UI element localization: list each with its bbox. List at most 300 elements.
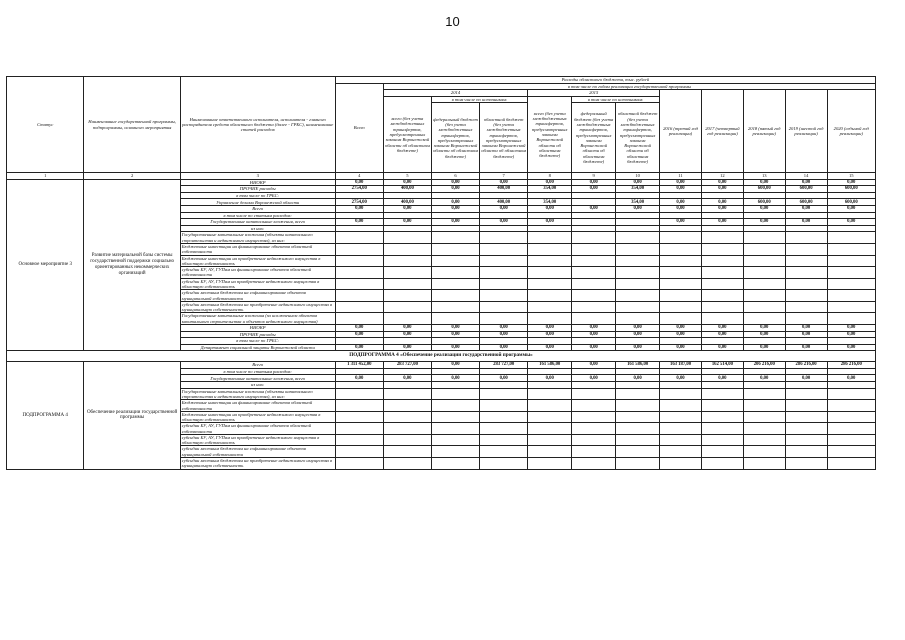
empty-cell: [383, 388, 431, 400]
empty-cell: [616, 458, 660, 470]
empty-cell: [572, 313, 616, 325]
row-label: Государственные капитальные вложения (объекты капитального строительства и недвижимого имущества), из них:: [180, 388, 335, 400]
column-index-cell: 12: [701, 173, 743, 179]
empty-cell: [431, 232, 479, 244]
value-cell: [431, 192, 479, 199]
value-cell: [616, 212, 660, 219]
value-cell: 0,00: [660, 186, 702, 193]
empty-cell: [701, 243, 743, 255]
empty-cell: [431, 458, 479, 470]
value-cell: 0,00: [743, 219, 785, 226]
value-cell: 0,00: [660, 206, 702, 213]
column-index-cell: 7: [480, 173, 528, 179]
row-label: субсидии БУ, АУ, ГУПам на приобретение недвижимого имущества в областную собственность: [180, 434, 335, 446]
row-label: в том числе по статьям расходов:: [180, 368, 335, 375]
empty-cell: [480, 411, 528, 423]
empty-cell: [335, 458, 383, 470]
header-executor: Наименование ответственного исполнителя, исполнителя - главного распорядителя средств областного бюджета (далее - ГРБС), наименование статей расходов: [180, 77, 335, 173]
header-top-title: Расходы областного бюджета, тыс. рублей: [335, 77, 875, 84]
empty-cell: [616, 255, 660, 267]
empty-cell: [480, 446, 528, 458]
value-cell: 0,00: [660, 331, 702, 338]
value-cell: 0,00: [528, 344, 572, 351]
row-label: Департамент социальной защиты Воронежской области: [180, 344, 335, 351]
row-label: субсидии БУ, АУ, ГУПам на финансирование объектов областной собственности: [180, 423, 335, 435]
empty-cell: [335, 400, 383, 412]
row-label: из них:: [180, 225, 335, 232]
value-cell: 161 586,00: [528, 362, 572, 369]
header-status: Статус: [7, 77, 84, 173]
empty-cell: [660, 313, 702, 325]
value-cell: [431, 368, 479, 375]
table-row: [7, 179, 876, 186]
value-cell: [827, 382, 875, 389]
value-cell: 0,00: [827, 344, 875, 351]
value-cell: 0,00: [383, 324, 431, 331]
empty-cell: [383, 458, 431, 470]
value-cell: 0,00: [827, 219, 875, 226]
row-label: НИОКР: [180, 324, 335, 331]
table-row: [7, 362, 876, 369]
value-cell: [572, 368, 616, 375]
value-cell: 0,00: [431, 179, 479, 186]
value-cell: [701, 368, 743, 375]
row-label: Бюджетные инвестиции на финансирование объектов областной собственности: [180, 400, 335, 412]
empty-cell: [431, 290, 479, 302]
empty-cell: [785, 267, 827, 279]
column-index-cell: 6: [431, 173, 479, 179]
value-cell: [660, 225, 702, 232]
value-cell: 0,00: [616, 179, 660, 186]
empty-cell: [785, 423, 827, 435]
value-cell: [480, 225, 528, 232]
value-cell: 0,00: [785, 206, 827, 213]
value-cell: 354,00: [528, 186, 572, 193]
value-cell: [431, 382, 479, 389]
value-cell: [785, 192, 827, 199]
column-index-cell: 14: [785, 173, 827, 179]
value-cell: 0,00: [701, 219, 743, 226]
row-label: в том числе по ГРБС:: [180, 192, 335, 199]
value-cell: 0,00: [785, 179, 827, 186]
header-c6: федеральный бюджет (без учета межбюджетных трансфертов, предусмотренных законом Воронежской области об областном бюджете): [431, 103, 479, 173]
empty-cell: [616, 400, 660, 412]
value-cell: 600,00: [743, 199, 785, 206]
value-cell: 2754,00: [335, 186, 383, 193]
value-cell: 162 514,00: [701, 362, 743, 369]
value-cell: 0,00: [701, 206, 743, 213]
value-cell: 0,00: [616, 331, 660, 338]
program-status: Основное мероприятие 3: [7, 179, 84, 351]
empty-cell: [660, 411, 702, 423]
value-cell: [572, 192, 616, 199]
value-cell: 0,00: [660, 344, 702, 351]
value-cell: [528, 212, 572, 219]
row-label: Государственные капитальные вложения, всего: [180, 219, 335, 226]
empty-cell: [480, 267, 528, 279]
budget-table-sheet: [6, 76, 876, 470]
empty-cell: [616, 290, 660, 302]
empty-cell: [335, 423, 383, 435]
value-cell: 0,00: [785, 344, 827, 351]
empty-cell: [660, 400, 702, 412]
value-cell: 600,00: [827, 199, 875, 206]
empty-cell: [743, 255, 785, 267]
value-cell: [480, 382, 528, 389]
value-cell: 0,00: [431, 344, 479, 351]
column-index-cell: 5: [383, 173, 431, 179]
row-label: субсидии местным бюджетам на софинансирование объектов муниципальной собственности: [180, 446, 335, 458]
empty-cell: [480, 313, 528, 325]
empty-cell: [660, 423, 702, 435]
empty-cell: [701, 458, 743, 470]
header-2016: 2016 (третий год реализации): [660, 90, 702, 173]
value-cell: [785, 382, 827, 389]
value-cell: 283 727,00: [383, 362, 431, 369]
empty-cell: [383, 313, 431, 325]
row-label: субсидии местным бюджетам на софинансирование объектов муниципальной собственности: [180, 290, 335, 302]
empty-cell: [528, 255, 572, 267]
row-label: Всего: [180, 206, 335, 213]
row-label: Бюджетные инвестиции на приобретение недвижимого имущества в областную собственность: [180, 411, 335, 423]
value-cell: 0,00: [743, 206, 785, 213]
value-cell: [480, 212, 528, 219]
header-year-2015: 2015: [528, 90, 660, 97]
value-cell: [528, 368, 572, 375]
column-index-cell: 4: [335, 173, 383, 179]
value-cell: 0,00: [743, 344, 785, 351]
header-2017: 2017 (четвертый год реализации): [701, 90, 743, 173]
value-cell: [827, 192, 875, 199]
empty-cell: [743, 434, 785, 446]
value-cell: 0,00: [431, 324, 479, 331]
row-label: НИОКР: [180, 179, 335, 186]
empty-cell: [383, 423, 431, 435]
value-cell: 0,00: [480, 206, 528, 213]
value-cell: 400,00: [480, 199, 528, 206]
value-cell: [743, 212, 785, 219]
empty-cell: [785, 411, 827, 423]
value-cell: 0,00: [528, 324, 572, 331]
empty-cell: [383, 255, 431, 267]
empty-cell: [743, 458, 785, 470]
empty-cell: [572, 446, 616, 458]
empty-cell: [335, 255, 383, 267]
empty-cell: [743, 313, 785, 325]
empty-cell: [335, 301, 383, 313]
value-cell: [431, 212, 479, 219]
empty-cell: [660, 232, 702, 244]
empty-cell: [785, 446, 827, 458]
value-cell: 0,00: [701, 199, 743, 206]
row-label: ПРОЧИЕ расходы: [180, 331, 335, 338]
empty-cell: [431, 267, 479, 279]
row-label: субсидии БУ, АУ, ГУПам на финансирование объектов областной собственности: [180, 267, 335, 279]
empty-cell: [701, 434, 743, 446]
value-cell: [616, 219, 660, 226]
program-name: Развитие материальной базы системы государственной поддержки социально ориентированных некоммерческих организаций: [84, 179, 180, 351]
empty-cell: [431, 278, 479, 290]
empty-cell: [335, 232, 383, 244]
value-cell: 0,00: [335, 344, 383, 351]
row-label: Государственные капитальные вложения, всего: [180, 375, 335, 382]
value-cell: 0,00: [480, 324, 528, 331]
value-cell: [572, 212, 616, 219]
value-cell: 0,00: [572, 324, 616, 331]
empty-cell: [785, 313, 827, 325]
value-cell: [572, 219, 616, 226]
empty-cell: [616, 446, 660, 458]
column-index-cell: 8: [528, 173, 572, 179]
value-cell: 163 187,00: [660, 362, 702, 369]
empty-cell: [480, 255, 528, 267]
header-name: Наименование государственной программы, подпрограммы, основного мероприятия: [84, 77, 180, 173]
empty-cell: [701, 290, 743, 302]
value-cell: [827, 338, 875, 345]
column-index-cell: 15: [827, 173, 875, 179]
row-label: Бюджетные инвестиции на финансирование объектов областной собственности: [180, 243, 335, 255]
empty-cell: [383, 290, 431, 302]
empty-cell: [616, 388, 660, 400]
empty-cell: [701, 232, 743, 244]
empty-cell: [572, 434, 616, 446]
empty-cell: [383, 301, 431, 313]
value-cell: [528, 225, 572, 232]
empty-cell: [335, 278, 383, 290]
empty-cell: [701, 400, 743, 412]
empty-cell: [383, 446, 431, 458]
empty-cell: [431, 446, 479, 458]
empty-cell: [431, 301, 479, 313]
value-cell: 0,00: [335, 331, 383, 338]
value-cell: 0,00: [572, 331, 616, 338]
empty-cell: [743, 267, 785, 279]
empty-cell: [572, 255, 616, 267]
empty-cell: [335, 243, 383, 255]
section-row: [7, 351, 876, 362]
value-cell: 0,00: [743, 179, 785, 186]
empty-cell: [785, 278, 827, 290]
empty-cell: [528, 446, 572, 458]
value-cell: [701, 192, 743, 199]
empty-cell: [827, 243, 875, 255]
empty-cell: [572, 301, 616, 313]
header-incl-2014: в том числе по источникам:: [431, 96, 527, 103]
empty-cell: [383, 411, 431, 423]
value-cell: 206 216,00: [743, 362, 785, 369]
value-cell: 0,00: [335, 324, 383, 331]
empty-cell: [528, 423, 572, 435]
value-cell: 0,00: [572, 186, 616, 193]
value-cell: 0,00: [335, 179, 383, 186]
empty-cell: [528, 267, 572, 279]
value-cell: 600,00: [785, 199, 827, 206]
empty-cell: [743, 400, 785, 412]
row-label: Всего: [180, 362, 335, 369]
empty-cell: [785, 301, 827, 313]
empty-cell: [743, 290, 785, 302]
value-cell: [701, 212, 743, 219]
value-cell: 0,00: [383, 219, 431, 226]
value-cell: 0,00: [431, 206, 479, 213]
empty-cell: [701, 388, 743, 400]
value-cell: 2754,00: [335, 199, 383, 206]
empty-cell: [827, 313, 875, 325]
row-label: в том числе по статьям расходов:: [180, 212, 335, 219]
column-index-cell: 9: [572, 173, 616, 179]
value-cell: [383, 212, 431, 219]
empty-cell: [572, 400, 616, 412]
column-index-cell: 11: [660, 173, 702, 179]
value-cell: 0,00: [431, 331, 479, 338]
value-cell: [743, 382, 785, 389]
empty-cell: [616, 313, 660, 325]
empty-cell: [743, 423, 785, 435]
empty-cell: [701, 411, 743, 423]
empty-cell: [660, 434, 702, 446]
value-cell: [785, 368, 827, 375]
empty-cell: [335, 411, 383, 423]
empty-cell: [480, 278, 528, 290]
value-cell: 0,00: [431, 199, 479, 206]
empty-cell: [480, 434, 528, 446]
value-cell: 0,00: [660, 324, 702, 331]
row-label: из них:: [180, 382, 335, 389]
empty-cell: [480, 400, 528, 412]
header-year-2014: 2014: [383, 90, 527, 97]
value-cell: 0,00: [660, 375, 702, 382]
program-status: ПОДПРОГРАММА 4: [7, 362, 84, 469]
value-cell: 0,00: [660, 179, 702, 186]
value-cell: [335, 382, 383, 389]
empty-cell: [827, 255, 875, 267]
empty-cell: [431, 313, 479, 325]
empty-cell: [785, 458, 827, 470]
value-cell: [616, 338, 660, 345]
value-cell: [701, 338, 743, 345]
empty-cell: [335, 434, 383, 446]
empty-cell: [785, 243, 827, 255]
value-cell: 0,00: [785, 219, 827, 226]
value-cell: [827, 225, 875, 232]
value-cell: [743, 338, 785, 345]
value-cell: [660, 212, 702, 219]
value-cell: [616, 382, 660, 389]
value-cell: [827, 212, 875, 219]
header-2020: 2020 (седьмой год реализации): [827, 90, 875, 173]
empty-cell: [660, 278, 702, 290]
value-cell: 0,00: [528, 219, 572, 226]
value-cell: 286 216,00: [785, 362, 827, 369]
column-index-cell: 10: [616, 173, 660, 179]
value-cell: [660, 382, 702, 389]
value-cell: [572, 382, 616, 389]
empty-cell: [572, 458, 616, 470]
header-vsego: Всего: [335, 83, 383, 173]
value-cell: 0,00: [480, 331, 528, 338]
empty-cell: [335, 388, 383, 400]
empty-cell: [572, 243, 616, 255]
row-label: в том числе по ГРБС:: [180, 338, 335, 345]
empty-cell: [660, 301, 702, 313]
empty-cell: [335, 290, 383, 302]
value-cell: 0,00: [743, 375, 785, 382]
value-cell: 400,00: [480, 186, 528, 193]
empty-cell: [616, 232, 660, 244]
value-cell: 0,00: [616, 344, 660, 351]
empty-cell: [431, 423, 479, 435]
value-cell: 0,00: [431, 362, 479, 369]
empty-cell: [785, 434, 827, 446]
empty-cell: [480, 458, 528, 470]
empty-cell: [785, 290, 827, 302]
value-cell: 286 216,00: [827, 362, 875, 369]
value-cell: 0,00: [383, 344, 431, 351]
header-top-subtitle: в том числе по годам реализации государственной программы: [383, 83, 875, 90]
value-cell: 354,00: [616, 186, 660, 193]
value-cell: [572, 338, 616, 345]
value-cell: 0,00: [431, 219, 479, 226]
value-cell: [528, 382, 572, 389]
empty-cell: [827, 458, 875, 470]
value-cell: [743, 368, 785, 375]
empty-cell: [431, 388, 479, 400]
value-cell: [480, 368, 528, 375]
empty-cell: [335, 267, 383, 279]
value-cell: 0,00: [701, 179, 743, 186]
value-cell: 0,00: [431, 375, 479, 382]
empty-cell: [480, 388, 528, 400]
value-cell: 354,00: [528, 199, 572, 206]
empty-cell: [743, 278, 785, 290]
value-cell: [335, 368, 383, 375]
empty-cell: [335, 446, 383, 458]
value-cell: 600,00: [743, 186, 785, 193]
value-cell: 0,00: [827, 331, 875, 338]
empty-cell: [528, 301, 572, 313]
value-cell: 0,00: [572, 179, 616, 186]
value-cell: [480, 192, 528, 199]
value-cell: [701, 225, 743, 232]
value-cell: 0,00: [383, 331, 431, 338]
empty-cell: [660, 255, 702, 267]
value-cell: 0,00: [616, 206, 660, 213]
empty-cell: [528, 434, 572, 446]
empty-cell: [701, 255, 743, 267]
empty-cell: [431, 411, 479, 423]
value-cell: 0,00: [572, 375, 616, 382]
empty-cell: [528, 388, 572, 400]
value-cell: 0,00: [528, 331, 572, 338]
empty-cell: [335, 313, 383, 325]
empty-cell: [572, 423, 616, 435]
value-cell: [616, 368, 660, 375]
empty-cell: [701, 446, 743, 458]
value-cell: [616, 225, 660, 232]
value-cell: [335, 192, 383, 199]
header-c8: всего (без учета межбюджетных трансфертов, предусмотренных законом Воронежской области об областном бюджете): [528, 96, 572, 173]
value-cell: [785, 212, 827, 219]
empty-cell: [660, 290, 702, 302]
empty-cell: [743, 388, 785, 400]
value-cell: [528, 192, 572, 199]
value-cell: 0,00: [335, 375, 383, 382]
value-cell: [431, 338, 479, 345]
empty-cell: [701, 267, 743, 279]
empty-cell: [827, 278, 875, 290]
row-label: субсидии местным бюджетам на приобретение недвижимого имущества в муниципальную собственность: [180, 301, 335, 313]
row-label: Государственные капитальные вложения (за исключением объектов капитального строительства и объектов недвижимого имущества): [180, 313, 335, 325]
